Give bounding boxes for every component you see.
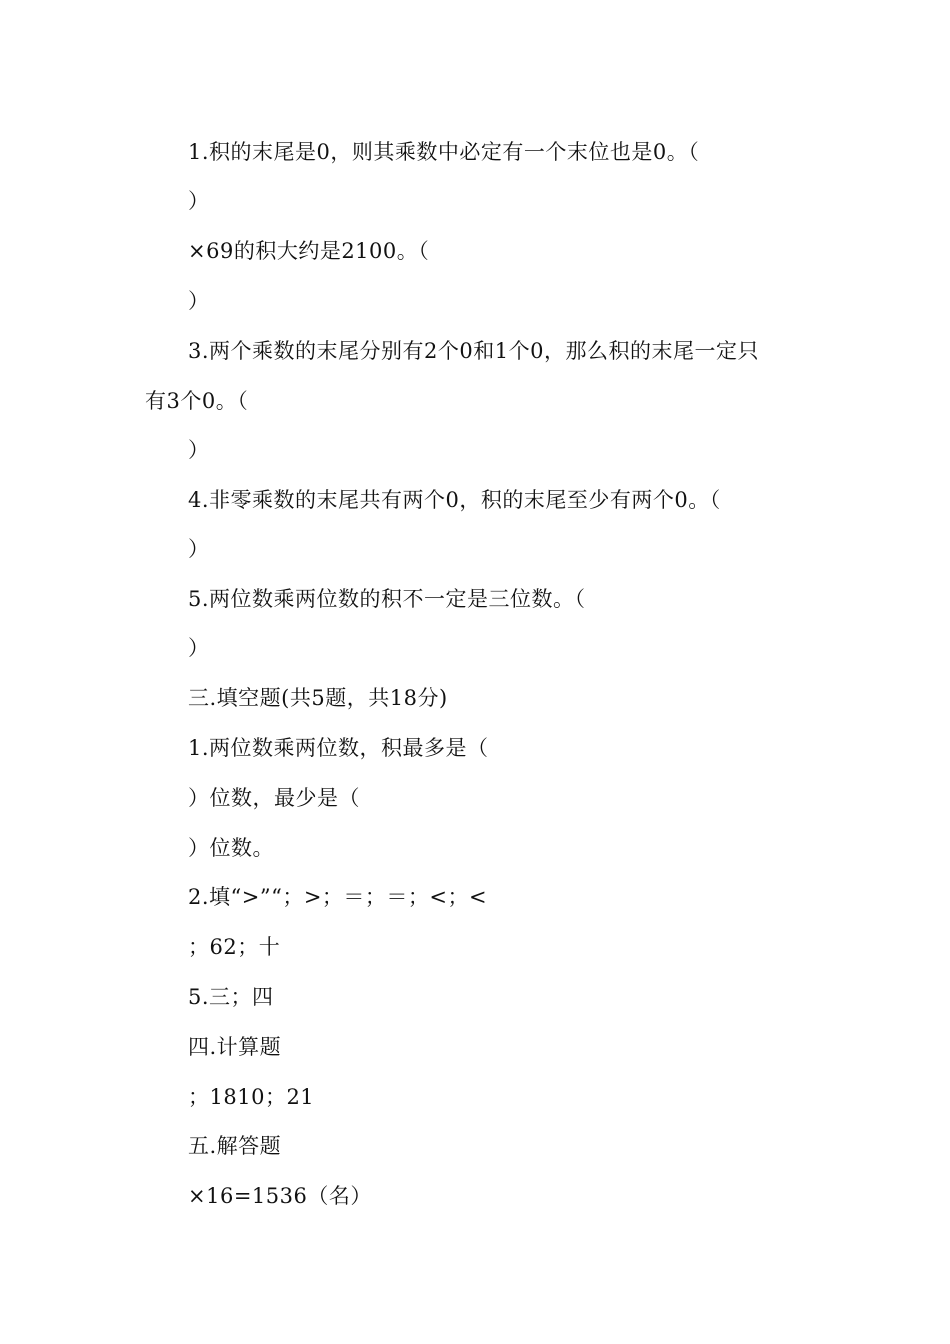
judgment-item-3-blank: ） <box>188 438 210 462</box>
fill-item-2: 2.填“>”“；>；＝；＝；<；< <box>188 885 488 909</box>
judgment-item-4-blank: ） <box>188 537 210 561</box>
section-heading-calculation: 四.计算题 <box>188 1035 282 1059</box>
judgment-item-2-blank: ） <box>188 289 210 313</box>
judgment-item-4: 4.非零乘数的末尾共有两个0，积的末尾至少有两个0。（ <box>188 488 721 512</box>
fill-item-1-continued: ）位数，最少是（ <box>188 786 360 810</box>
calculation-answers: ；1810；21 <box>188 1085 315 1109</box>
judgment-item-2: ×69的积大约是2100。（ <box>188 239 430 263</box>
fill-item-1-end: ）位数。 <box>188 836 274 860</box>
section-heading-answers: 五.解答题 <box>188 1134 282 1158</box>
judgment-item-3: 3.两个乘数的末尾分别有2个0和1个0，那么积的末尾一定只 <box>188 339 759 363</box>
fill-item-1: 1.两位数乘两位数，积最多是（ <box>188 736 489 760</box>
judgment-item-5: 5.两位数乘两位数的积不一定是三位数。（ <box>188 587 586 611</box>
fill-item-5-answer: 5.三；四 <box>188 985 274 1009</box>
judgment-item-1: 1.积的末尾是0，则其乘数中必定有一个末位也是0。（ <box>188 140 700 164</box>
fill-answer-line: ；62；十 <box>188 935 281 959</box>
section-heading-fill-in: 三.填空题(共5题，共18分) <box>188 686 448 710</box>
judgment-item-5-blank: ） <box>188 636 210 660</box>
answer-line: ×16=1536（名） <box>188 1184 372 1208</box>
judgment-item-3-continued: 有3个0。（ <box>145 389 249 413</box>
judgment-item-1-blank: ） <box>188 189 210 213</box>
